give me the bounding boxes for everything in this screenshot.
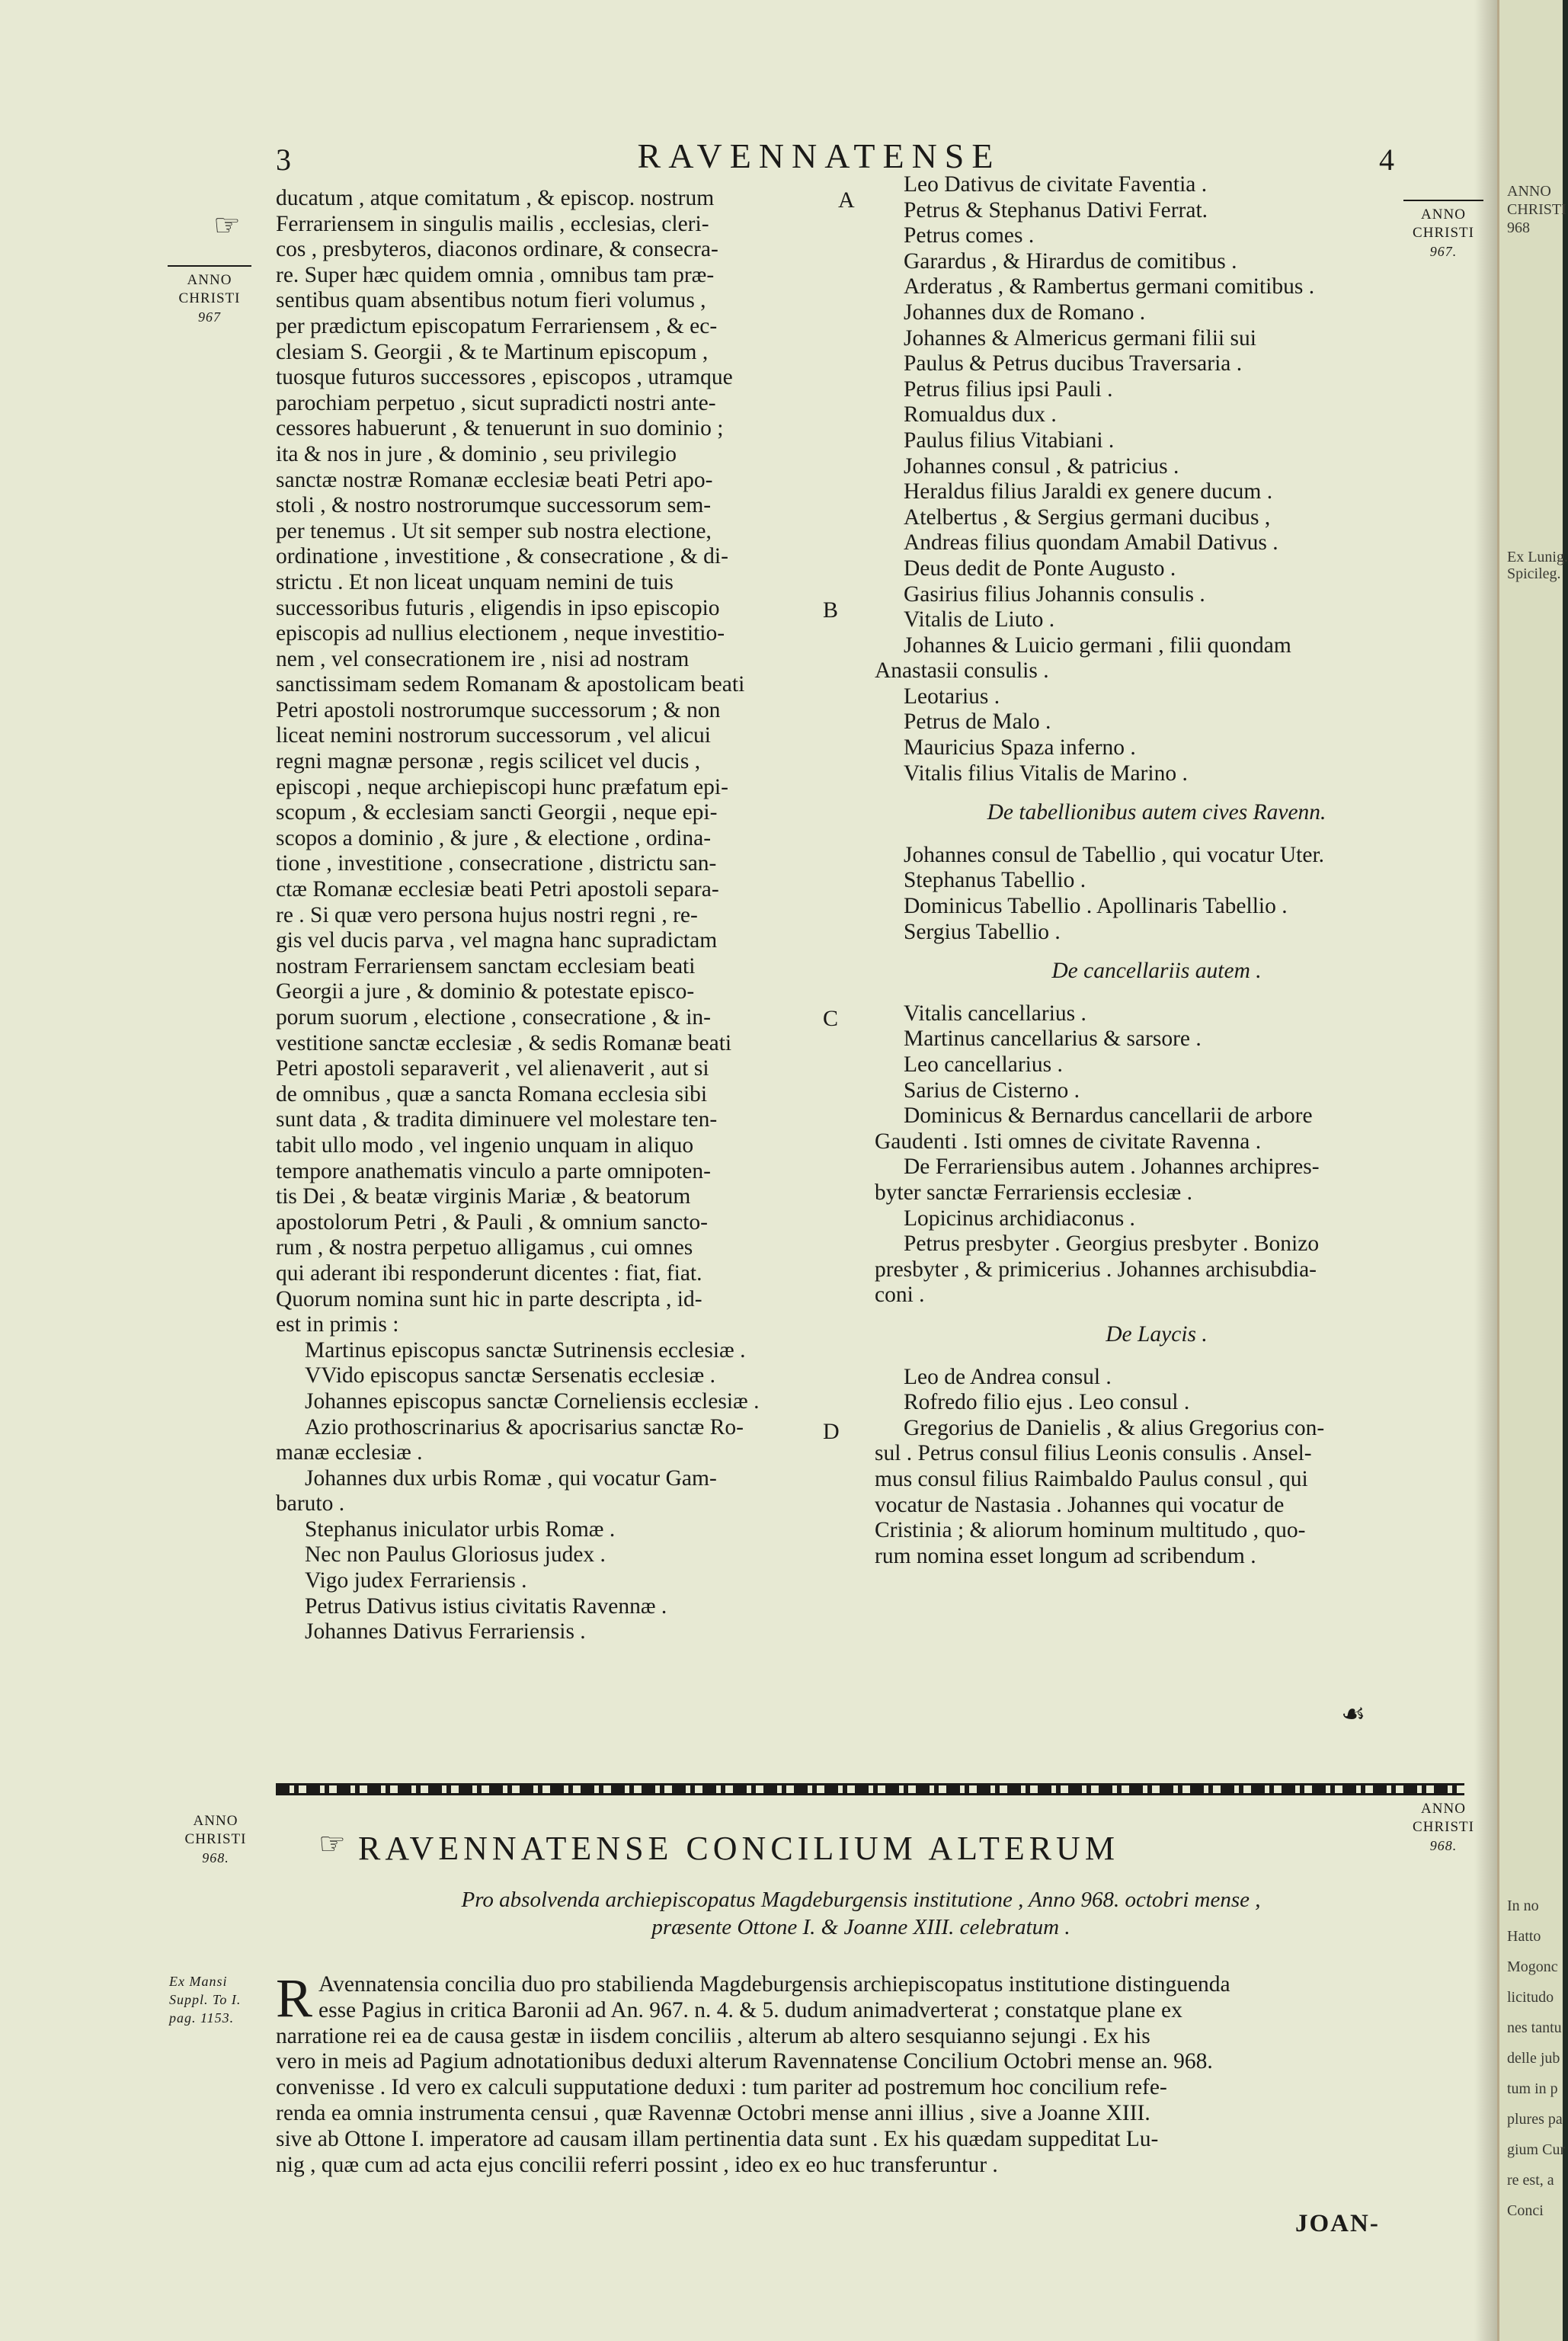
introduction-paragraph bbox=[276, 1968, 1464, 2178]
text-line: sanctissimam sedem Romanam & apostolicam beati bbox=[276, 672, 745, 697]
text-line: porum suorum , electione , consecratione , & in- bbox=[276, 1005, 711, 1030]
name-entry: Deus dedit de Ponte Augusto . bbox=[904, 556, 1176, 581]
text-line: Quorum nomina sunt hic in parte descripta , id- bbox=[276, 1286, 702, 1311]
name-entry: Rofredo filio ejus . Leo consul . bbox=[904, 1390, 1190, 1415]
name-entry: Petrus presbyter . Georgius presbyter . Bonizo bbox=[904, 1231, 1320, 1257]
text-line: nig , quæ cum ad acta ejus concilii referri possint , ideo ex eo huc transferuntur . bbox=[276, 2152, 998, 2177]
anno-christi-right-2: ANNO CHRISTI 968. bbox=[1413, 1801, 1474, 1853]
pointing-hand-icon-title: ☞ bbox=[318, 1827, 346, 1861]
name-entry: Arderatus , & Rambertus germani comitibus . bbox=[904, 274, 1315, 299]
facing-page-fragment: CHRISTI bbox=[1507, 201, 1566, 218]
name-entry: Leo Dativus de civitate Faventia . bbox=[904, 172, 1208, 197]
name-entry: Heraldus filius Jaraldi ex genere ducum . bbox=[904, 479, 1273, 504]
facing-page-fragment: gium Cur bbox=[1507, 2141, 1566, 2158]
name-entry: Mauricius Spaza inferno . bbox=[904, 735, 1136, 761]
text-line: stoli , & nostro nostrorumque successorum sem- bbox=[276, 493, 712, 518]
text-line: strictu . Et non liceat unquam nemini de tuis bbox=[276, 569, 674, 594]
text-line: Nec non Paulus Gloriosus judex . bbox=[305, 1542, 606, 1568]
facing-page-fragment: ANNO bbox=[1507, 183, 1551, 200]
text-line: Ferrariensem in singulis mailis , ecclesias, cleri- bbox=[276, 211, 709, 236]
name-entry: Petrus de Malo . bbox=[904, 709, 1051, 735]
name-entry: Atelbertus , & Sergius germani ducibus , bbox=[904, 504, 1271, 530]
section-title: RAVENNATENSE CONCILIUM ALTERUM bbox=[358, 1830, 1119, 1867]
name-entry: Dominicus Tabellio . Apollinaris Tabellio . bbox=[904, 894, 1288, 919]
name-entry: Johannes & Almericus germani filii sui bbox=[904, 325, 1256, 351]
text-line: de omnibus , quæ a sancta Romana ecclesia sibi bbox=[276, 1081, 708, 1106]
section-heading-laycis: De Laycis . bbox=[1106, 1321, 1208, 1347]
name-entry: Petrus comes . bbox=[904, 223, 1035, 248]
running-title: RAVENNATENSE bbox=[637, 136, 1001, 175]
text-line: Martinus episcopus sanctæ Sutrinensis ecclesiæ . bbox=[305, 1337, 746, 1363]
name-entry: Stephanus Tabellio . bbox=[904, 868, 1086, 893]
name-entry: Leo de Andrea consul . bbox=[904, 1364, 1112, 1389]
facing-page-fragment: Hatto bbox=[1507, 1928, 1541, 1945]
facing-page-fragment: nes tantu bbox=[1507, 2019, 1562, 2036]
text-line: episcopi , neque archiepiscopi hunc præfatum epi- bbox=[276, 774, 728, 799]
name-entry: Dominicus & Bernardus cancellarii de arbore bbox=[904, 1103, 1313, 1129]
text-line: ducatum , atque comitatum , & episcop. nostrum bbox=[276, 186, 715, 210]
text-line: ita & nos in jure , & dominio , seu privilegio bbox=[276, 441, 677, 466]
name-entry: Andreas filius quondam Amabil Dativus . bbox=[904, 530, 1278, 556]
facing-page-fragment: tum in p bbox=[1507, 2080, 1558, 2097]
text-line: Johannes episcopus sanctæ Corneliensis ecclesiæ . bbox=[305, 1388, 760, 1414]
text-line: gis vel ducis parva , vel magna hanc supradictam bbox=[276, 928, 718, 953]
text-line: cos , presbyteros, diaconos ordinare, & consecra- bbox=[276, 237, 718, 262]
text-line: Georgii a jure , & dominio & potestate episco- bbox=[276, 979, 695, 1004]
name-entry: byter sanctæ Ferrariensis ecclesiæ . bbox=[875, 1180, 1192, 1205]
text-line: sentibus quam absentibus notum fieri volumus , bbox=[276, 288, 706, 313]
margin-marker-c: C bbox=[823, 1006, 839, 1031]
text-line: Johannes dux urbis Romæ , qui vocatur Gam- bbox=[305, 1465, 717, 1491]
section-subtitle-line-2: præsente Ottone I. & Joanne XIII. celebratum . bbox=[651, 1915, 1070, 1939]
name-entry: Johannes consul , & patricius . bbox=[904, 453, 1179, 479]
text-line: regni magnæ personæ , regis scilicet vel ducis , bbox=[276, 749, 701, 774]
text-line: vestitione sanctæ ecclesiæ , & sedis Romanæ beati bbox=[276, 1030, 732, 1055]
facing-page-fragment: Mogonc bbox=[1507, 1958, 1558, 1975]
name-entry: Gasirius filius Johannis consulis . bbox=[904, 581, 1205, 607]
name-entry: Romualdus dux . bbox=[904, 402, 1057, 428]
name-entry: mus consul filius Raimbaldo Paulus consul , qui bbox=[875, 1466, 1308, 1491]
text-line: Stephanus iniculator urbis Romæ . bbox=[305, 1516, 616, 1542]
facing-page-fragment: In no bbox=[1507, 1897, 1539, 1914]
names-list-d bbox=[875, 1365, 1438, 1570]
name-entry: Gregorius de Danielis , & alius Gregorius con- bbox=[904, 1415, 1325, 1440]
text-line: VVido episcopus sanctæ Sersenatis ecclesiæ . bbox=[305, 1363, 715, 1388]
text-line: sive ab Ottone I. imperatore ad causam illam pertinentia data sunt . Ex his quædam suppeditat Lu- bbox=[276, 2126, 1159, 2151]
name-entry: Gaudenti . Isti omnes de civitate Ravenna . bbox=[875, 1129, 1262, 1154]
text-line: esse Pagius in critica Baronii ad An. 967. n. 4. & 5. dudum animadverterat ; constatque plane ex bbox=[318, 1997, 1182, 2022]
text-line: cessores habuerunt , & tenuerunt in suo dominio ; bbox=[276, 416, 724, 441]
text-line: sunt data , & tradita diminuere vel molestare ten- bbox=[276, 1107, 718, 1132]
margin-marker-a: A bbox=[838, 187, 855, 213]
text-line: scopos a dominio , & jure , & electione , ordina- bbox=[276, 825, 712, 850]
text-line: nem , vel consecrationem ire , nisi ad nostram bbox=[276, 646, 690, 671]
text-line: sanctæ nostræ Romanæ ecclesiæ beati Petri apo- bbox=[276, 467, 713, 492]
text-line: episcopis ad nullius electionem , neque investitio- bbox=[276, 621, 725, 646]
name-entry: Johannes & Luicio germani , filii quondam bbox=[904, 632, 1291, 658]
name-entry: Petrus filius ipsi Pauli . bbox=[904, 376, 1113, 402]
name-entry: Garardus , & Hirardus de comitibus . bbox=[904, 248, 1237, 274]
ornamental-rule bbox=[276, 1783, 1464, 1795]
name-entry: Johannes dux de Romano . bbox=[904, 299, 1146, 325]
text-line: renda ea omnia instrumenta censui , quæ Ravennæ Octobri mense anni illius , sive a Joanne XIII. bbox=[276, 2100, 1150, 2125]
text-line: narratione rei ea de causa gestæ in iisdem conciliis , alterum ab altero sesquianno sejungi . Ex his bbox=[276, 2023, 1150, 2048]
text-line: ordinatione , investitione , & consecratione , & di- bbox=[276, 544, 728, 569]
facing-page-fragment: Ex Lunig. bbox=[1507, 549, 1568, 565]
text-line: rum , & nostra perpetuo alligamus , cui omnes bbox=[276, 1235, 693, 1260]
text-line: liceat nemini nostrorum successorum , vel alicui bbox=[276, 723, 712, 748]
text-line: Petri apostoli nostrorumque successorum ; & non bbox=[276, 697, 721, 722]
name-entry: vocatur de Nastasia . Johannes qui vocatur de bbox=[875, 1492, 1285, 1517]
text-line: successoribus futuris , eligendis in ipso episcopio bbox=[276, 595, 720, 620]
text-line: parochiam perpetuo , sicut supradicti nostri ante- bbox=[276, 390, 716, 415]
name-entry: Paulus filius Vitabiani . bbox=[904, 428, 1115, 453]
name-entry: Leotarius . bbox=[904, 684, 1000, 709]
catchword: JOAN- bbox=[1295, 2210, 1380, 2237]
text-line: tione , investitione , consecratione , districtu san- bbox=[276, 851, 717, 876]
name-entry: rum nomina esset longum ad scribendum . bbox=[875, 1543, 1256, 1568]
page-number-right: 4 bbox=[1379, 143, 1394, 177]
name-entry: Martinus cancellarius & sarsore . bbox=[904, 1026, 1202, 1052]
facing-page-fragment: Spicileg. bbox=[1507, 565, 1561, 582]
text-line: qui aderant ibi responderunt dicentes : fiat, fiat. bbox=[276, 1260, 702, 1286]
text-line: tis Dei , & beatæ virginis Mariæ , & beatorum bbox=[276, 1184, 691, 1209]
facing-page-fragment: plures pa bbox=[1507, 2111, 1563, 2128]
text-line: nostram Ferrariensem sanctam ecclesiam beati bbox=[276, 953, 696, 978]
name-entry: Vitalis filius Vitalis de Marino . bbox=[904, 761, 1188, 786]
section-heading-cancellariis: De cancellariis autem . bbox=[1051, 959, 1262, 984]
section-subtitle-line-1: Pro absolvenda archiepiscopatus Magdeburgensis institutione , Anno 968. octobri mense , bbox=[461, 1888, 1261, 1912]
name-entry: Sergius Tabellio . bbox=[904, 919, 1061, 944]
text-line: Johannes Dativus Ferrariensis . bbox=[305, 1619, 586, 1644]
name-entry: sul . Petrus consul filius Leonis consulis . Ansel- bbox=[875, 1441, 1312, 1466]
name-entry: De Ferrariensibus autem . Johannes archipres- bbox=[904, 1154, 1320, 1180]
facing-page-fragment: delle jub bbox=[1507, 2050, 1560, 2067]
text-line: per prædictum episcopatum Ferrariensem , & ec- bbox=[276, 313, 718, 338]
text-line: tuosque futuros successores , episcopos , utramque bbox=[276, 365, 733, 390]
facing-page-fragment: licitudo bbox=[1507, 1989, 1554, 2006]
facing-page-fragment: 968 bbox=[1507, 219, 1530, 236]
text-line: Azio prothoscrinarius & apocrisarius sanctæ Ro- bbox=[305, 1414, 744, 1440]
name-entry: presbyter , & primicerius . Johannes archisubdia- bbox=[875, 1257, 1317, 1282]
names-list-a bbox=[875, 172, 1438, 786]
text-line: clesiam S. Georgii , & te Martinum episcopum , bbox=[276, 339, 709, 364]
name-entry: Leo cancellarius . bbox=[904, 1052, 1063, 1077]
page-number-left: 3 bbox=[276, 143, 291, 177]
text-line: Avennatensia concilia duo pro stabilienda Magdeburgensis archiepiscopatus institutione distinguenda bbox=[318, 1972, 1230, 1997]
hand-flourish-icon: ☙ bbox=[1341, 1699, 1366, 1729]
name-entry: Johannes consul de Tabellio , qui vocatur Uter. bbox=[904, 842, 1325, 867]
source-note: Ex Mansi Suppl. To I. pag. 1153. bbox=[169, 1974, 242, 2026]
text-line: manæ ecclesiæ . bbox=[276, 1440, 423, 1465]
anno-christi-left: ANNO CHRISTI 967 bbox=[168, 265, 251, 326]
name-entry: coni . bbox=[875, 1283, 925, 1308]
names-list-c bbox=[875, 1001, 1438, 1308]
anno-christi-left-2: ANNO CHRISTI 968. bbox=[184, 1813, 247, 1865]
facing-page-edge bbox=[1497, 0, 1568, 2341]
name-entry: Sarius de Cisterno . bbox=[904, 1078, 1080, 1103]
margin-marker-b: B bbox=[823, 597, 839, 623]
gutter-shadow bbox=[1474, 0, 1497, 2341]
text-line: Vigo judex Ferrariensis . bbox=[305, 1568, 527, 1593]
name-entry: Cristinia ; & aliorum hominum multitudo , quo- bbox=[875, 1518, 1306, 1543]
margin-marker-d: D bbox=[823, 1419, 840, 1444]
name-entry: Petrus & Stephanus Dativi Ferrat. bbox=[904, 197, 1208, 223]
facing-page-fragment: Conci bbox=[1507, 2202, 1544, 2219]
text-line: baruto . bbox=[276, 1491, 345, 1516]
text-line: scopum , & ecclesiam sancti Georgii , neque epi- bbox=[276, 800, 718, 825]
pointing-hand-icon: ☞ bbox=[213, 208, 241, 242]
text-line: re . Si quæ vero persona hujus nostri regni , re- bbox=[276, 902, 698, 927]
text-line: apostolorum Petri , & Pauli , & omnium sancto- bbox=[276, 1209, 709, 1235]
name-entry: Vitalis cancellarius . bbox=[904, 1001, 1086, 1026]
text-line: est in primis : bbox=[276, 1312, 399, 1337]
text-line: ctæ Romanæ ecclesiæ beati Petri apostoli separa- bbox=[276, 877, 719, 902]
text-line: tabit ullo modo , vel ingenio unquam in aliquo bbox=[276, 1132, 694, 1158]
text-line: tempore anathematis vinculo a parte omnipoten- bbox=[276, 1158, 711, 1183]
name-entry: Anastasii consulis . bbox=[875, 658, 1049, 684]
text-line: vero in meis ad Pagium adnotationibus deduxi alterum Ravennatense Concilium Octobri mense an. 968. bbox=[276, 2049, 1213, 2074]
right-text-column bbox=[875, 172, 1438, 1569]
anno-christi-right: ANNO CHRISTI 967. bbox=[1403, 200, 1483, 261]
facing-page-fragment: re est, a bbox=[1507, 2172, 1554, 2189]
left-text-column bbox=[276, 186, 862, 1645]
name-entry: Lopicinus archidiaconus . bbox=[904, 1206, 1135, 1231]
names-list-b bbox=[875, 843, 1438, 945]
section-heading-tabellionibus: De tabellionibus autem cives Ravenn. bbox=[987, 800, 1326, 825]
text-line: re. Super hæc quidem omnia , omnibus tam præ- bbox=[276, 262, 715, 287]
text-line: Petri apostoli separaverit , vel alienaverit , aut si bbox=[276, 1056, 709, 1081]
name-entry: Vitalis de Liuto . bbox=[904, 607, 1055, 632]
text-line: convenisse . Id vero ex calculi supputatione deduxi : tum pariter ad postremum hoc concilium refe- bbox=[276, 2075, 1167, 2100]
text-line: Petrus Dativus istius civitatis Ravennæ . bbox=[305, 1593, 667, 1619]
drop-cap: R bbox=[276, 1968, 313, 2029]
text-line: per tenemus . Ut sit semper sub nostra electione, bbox=[276, 518, 712, 543]
name-entry: Paulus & Petrus ducibus Traversaria . bbox=[904, 351, 1243, 376]
